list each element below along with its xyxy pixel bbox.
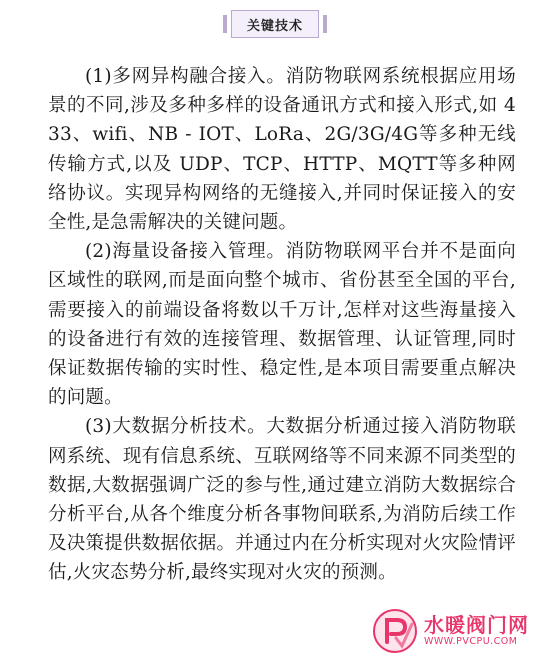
paragraph-big-data-analysis: (3)大数据分析技术。大数据分析通过接入消防物联网系统、现有信息系统、互联网络等不同来源不同类型的数据,大数据强调广泛的参与性,通过建立消防大数据综合分析平台,从各个维度分析各事物间联系,为消防后续工作及决策提供数据依据。并通过内在分析实现对火灾险情评估,火灾态势分析,最终实现对火灾的预测。 [48,416,516,584]
site-watermark [372,603,542,659]
section-title: 关键技术 [246,18,303,34]
section-title-badge [231,10,319,38]
watermark-title: 水暖阀门网 [424,613,529,637]
paragraph-device-management: (2)海量设备接入管理。消防物联网平台并不是面向区域性的联网,而是面向整个城市、省份甚至全国的平台,需要接入的前端设备将数以千万计,怎样对这些海量接入的设备进行有效的连接管理、数据管理、认证管理,同时保证数据传输的实时性、稳定性,是本项目需要重点解决的问题。 [48,241,516,409]
section-header [0,10,550,42]
watermark-url: WWW.PVCPU.COM [424,636,518,647]
paragraph-multi-network-access: (1)多网异构融合接入。消防物联网系统根据应用场景的不同,涉及多种多样的设备通讯方式和接入形式,如 433、wifi、NB - IOT、LoRa、2G/3G/4G等多种无线传输方式,以及 UDP、TCP、HTTP、MQTT等多种网络协议。实现异构网络的无缝接入,并同时保证接入的安全性,是急需解决的关键问题。 [48,66,516,234]
watermark-logo-icon [372,608,418,654]
article-body [48,62,516,588]
